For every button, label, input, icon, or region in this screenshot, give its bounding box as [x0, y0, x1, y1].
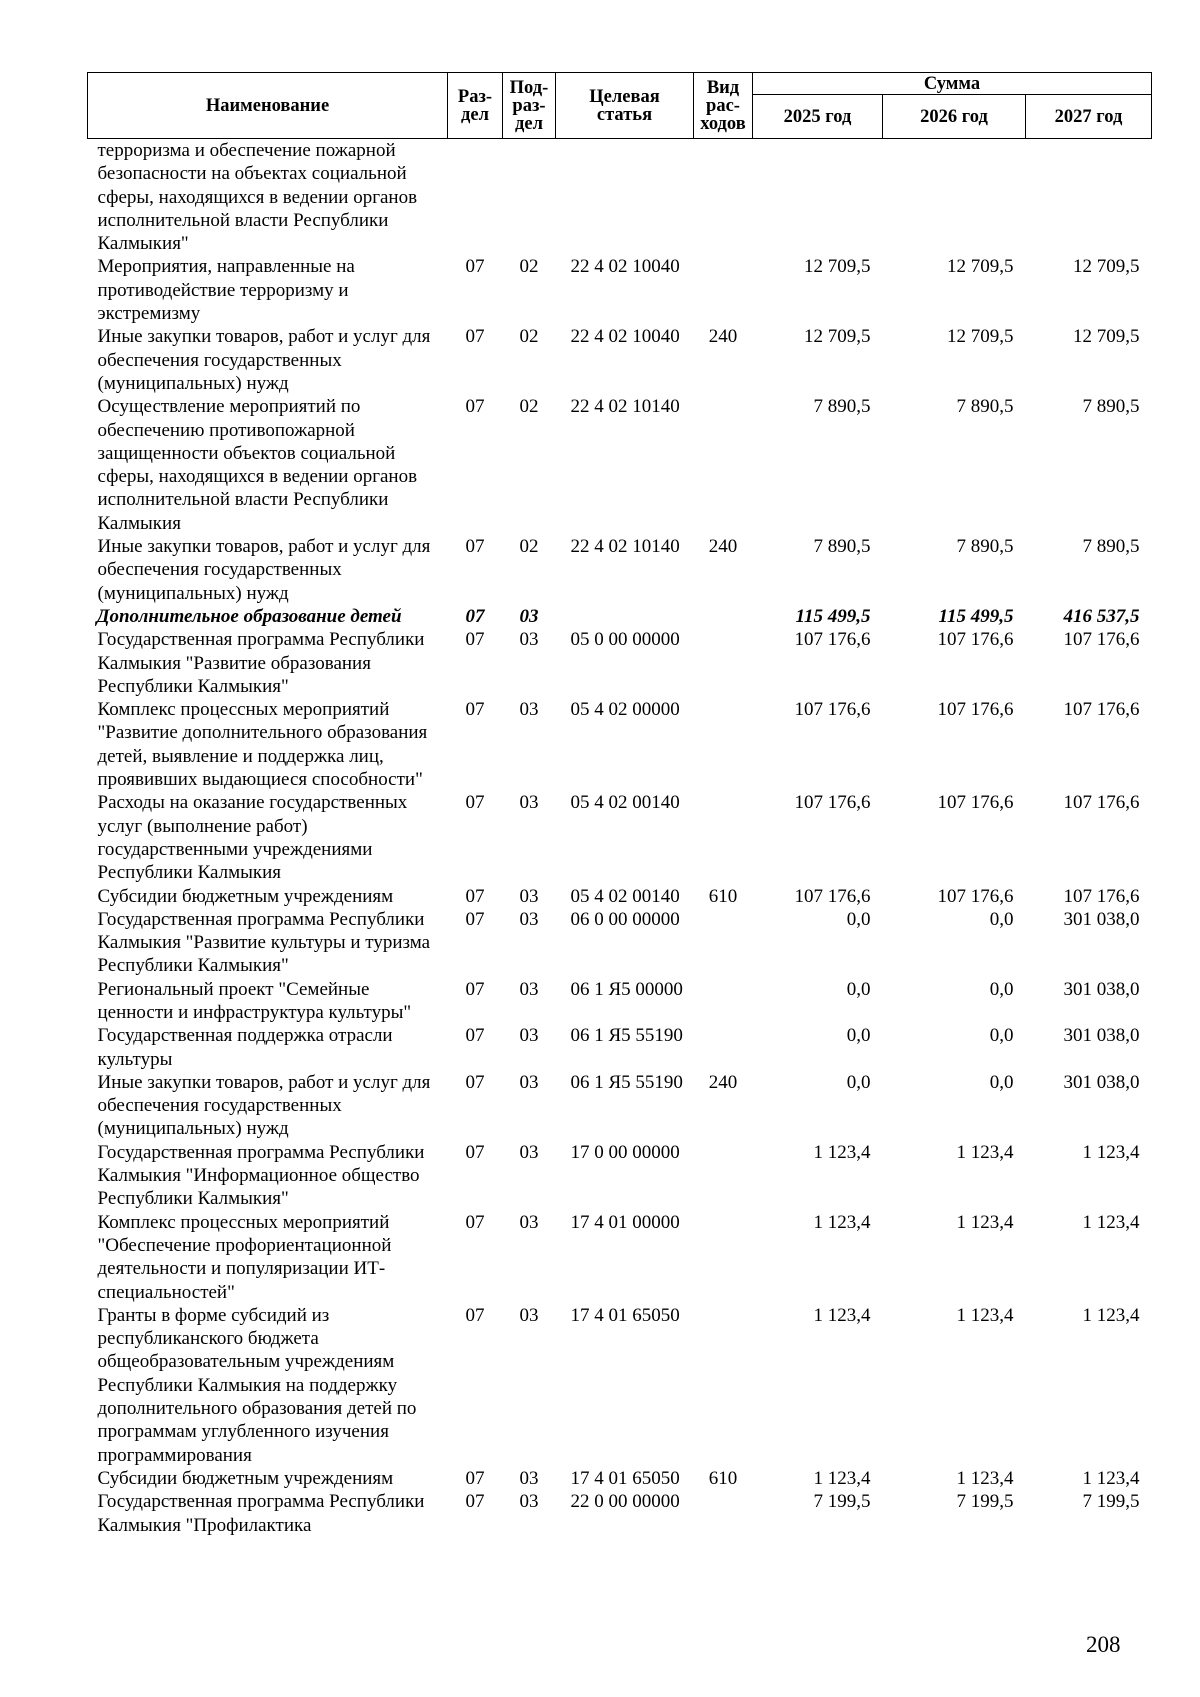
row-razdel: 07 — [465, 908, 485, 930]
row-sum-2026 — [883, 139, 1026, 256]
table-row — [88, 605, 1152, 628]
row-razdel: 07 — [465, 1467, 485, 1489]
row-vid-rashodov — [694, 1024, 753, 1071]
row-celevaya-statya: 17 4 01 65050 — [570, 1467, 680, 1489]
row-sum-2025: 0,0 — [846, 908, 871, 930]
row-sum-2025: 107 176,6 — [794, 792, 871, 814]
row-razdel — [448, 139, 503, 256]
row-celevaya-statya — [556, 139, 694, 256]
row-celevaya-statya: 06 1 Я5 00000 — [570, 978, 683, 1000]
row-name: терроризма и обеспечение пожарной безопасности на объектах социальной сферы, находящихся в ведении органов исполнительной власти Республики Калмыкия" — [97, 140, 418, 255]
row-sum-2027: 301 038,0 — [1063, 1071, 1140, 1093]
header-razdel: Раз- дел — [448, 73, 503, 139]
row-sum-2026: 107 176,6 — [937, 699, 1014, 721]
row-razdel: 07 — [465, 885, 485, 907]
table-row — [88, 1071, 1152, 1141]
row-razdel: 07 — [465, 1211, 485, 1233]
row-sum-2026: 12 709,5 — [947, 326, 1014, 348]
row-vid-rashodov — [694, 605, 753, 628]
row-celevaya-statya: 05 0 00 00000 — [570, 629, 680, 651]
row-razdel: 07 — [465, 629, 485, 651]
row-sum-2027: 12 709,5 — [1073, 326, 1140, 348]
row-vid-rashodov — [694, 1211, 753, 1304]
row-sum-2025: 0,0 — [846, 978, 871, 1000]
table-row — [88, 139, 1152, 256]
row-razdel: 07 — [465, 256, 485, 278]
row-vid-rashodov: 610 — [708, 885, 738, 907]
row-celevaya-statya: 17 4 01 00000 — [570, 1211, 680, 1233]
table-row — [88, 1467, 1152, 1490]
table-row — [88, 978, 1152, 1025]
row-sum-2026: 1 123,4 — [956, 1141, 1014, 1163]
row-name: Государственная программа Республики Калмыкия "Развитие культуры и туризма Республики Калмыкия" — [97, 908, 431, 977]
row-podrazdel: 03 — [519, 792, 539, 814]
row-sum-2026: 7 890,5 — [956, 396, 1014, 418]
row-name: Государственная программа Республики Калмыкия "Информационное общество Республики Калмыкия" — [97, 1141, 425, 1210]
row-celevaya-statya: 05 4 02 00140 — [570, 792, 680, 814]
row-podrazdel — [503, 139, 556, 256]
row-vid-rashodov — [694, 978, 753, 1025]
header-year-2025: 2025 год — [753, 95, 883, 139]
header-podrazdel: Под- раз- дел — [503, 73, 556, 139]
row-sum-2027: 107 176,6 — [1063, 699, 1140, 721]
row-podrazdel: 03 — [519, 1071, 539, 1093]
row-podrazdel: 03 — [519, 605, 539, 627]
row-vid-rashodov — [694, 791, 753, 884]
row-sum-2026: 12 709,5 — [947, 256, 1014, 278]
row-razdel: 07 — [465, 1141, 485, 1163]
row-razdel: 07 — [465, 792, 485, 814]
row-podrazdel: 02 — [519, 256, 539, 278]
row-vid-rashodov — [694, 395, 753, 535]
row-razdel: 07 — [465, 605, 485, 627]
row-name: Иные закупки товаров, работ и услуг для обеспечения государственных (муниципальных) нужд — [97, 1071, 431, 1140]
header-summa: Сумма — [753, 73, 1152, 95]
row-podrazdel: 03 — [519, 978, 539, 1000]
table-row — [88, 325, 1152, 395]
row-vid-rashodov: 240 — [708, 536, 738, 558]
row-podrazdel: 03 — [519, 1211, 539, 1233]
row-celevaya-statya: 17 0 00 00000 — [570, 1141, 680, 1163]
row-sum-2025: 12 709,5 — [804, 326, 871, 348]
row-podrazdel: 03 — [519, 1025, 539, 1047]
row-sum-2025: 1 123,4 — [813, 1467, 871, 1489]
header-celevaya-statya: Целевая статья — [556, 73, 694, 139]
header-vid-rashodov: Вид рас- ходов — [694, 73, 753, 139]
row-vid-rashodov — [694, 908, 753, 978]
row-podrazdel: 03 — [519, 908, 539, 930]
row-celevaya-statya: 22 4 02 10040 — [570, 256, 680, 278]
row-sum-2025: 1 123,4 — [813, 1211, 871, 1233]
row-celevaya-statya: 06 1 Я5 55190 — [570, 1025, 683, 1047]
row-sum-2026: 0,0 — [989, 1071, 1014, 1093]
table-row — [88, 1490, 1152, 1537]
row-sum-2025: 107 176,6 — [794, 885, 871, 907]
row-sum-2027: 7 199,5 — [1082, 1491, 1140, 1513]
row-sum-2025: 107 176,6 — [794, 629, 871, 651]
header-year-2027: 2027 год — [1026, 95, 1152, 139]
row-sum-2026: 1 123,4 — [956, 1211, 1014, 1233]
row-name: Субсидии бюджетным учреждениям — [97, 885, 394, 907]
row-sum-2027: 416 537,5 — [1063, 605, 1140, 627]
row-name: Гранты в форме субсидий из республиканского бюджета общеобразовательным учреждениям Республики Калмыкия на поддержку дополнительного образования детей по программам углубленного изучения программирования — [97, 1304, 417, 1466]
row-celevaya-statya: 22 4 02 10040 — [570, 326, 680, 348]
row-razdel: 07 — [465, 978, 485, 1000]
row-sum-2026: 107 176,6 — [937, 792, 1014, 814]
row-sum-2025: 7 199,5 — [813, 1491, 871, 1513]
page-number: 208 — [1086, 1632, 1121, 1657]
row-podrazdel: 03 — [519, 629, 539, 651]
row-celevaya-statya: 22 0 00 00000 — [570, 1491, 680, 1513]
row-sum-2025: 115 499,5 — [795, 605, 871, 627]
table-row — [88, 255, 1152, 325]
table-row — [88, 535, 1152, 605]
row-sum-2026: 115 499,5 — [938, 605, 1014, 627]
table-row — [88, 1024, 1152, 1071]
row-sum-2025 — [753, 139, 883, 256]
row-podrazdel: 02 — [519, 396, 539, 418]
row-razdel: 07 — [465, 326, 485, 348]
row-sum-2026: 7 199,5 — [956, 1491, 1014, 1513]
row-razdel: 07 — [465, 699, 485, 721]
row-vid-rashodov — [694, 1490, 753, 1537]
row-sum-2026: 0,0 — [989, 1025, 1014, 1047]
row-name: Комплекс процессных мероприятий "Развитие дополнительного образования детей, выявление и поддержка лиц, проявивших выдающиеся способности" — [97, 699, 428, 791]
row-sum-2027: 1 123,4 — [1082, 1141, 1140, 1163]
row-name: Региональный проект "Семейные ценности и инфраструктура культуры" — [97, 978, 412, 1023]
row-sum-2027 — [1026, 139, 1152, 256]
row-sum-2026: 1 123,4 — [956, 1467, 1014, 1489]
row-name: Комплекс процессных мероприятий "Обеспечение профориентационной деятельности и популяризации ИТ-специальностей" — [97, 1211, 392, 1303]
budget-table — [87, 72, 1152, 1537]
row-sum-2025: 0,0 — [846, 1025, 871, 1047]
table-row — [88, 395, 1152, 535]
row-vid-rashodov — [694, 1304, 753, 1467]
row-vid-rashodov — [694, 698, 753, 791]
row-celevaya-statya: 06 0 00 00000 — [570, 908, 680, 930]
row-name: Государственная программа Республики Калмыкия "Развитие образования Республики Калмыкия" — [97, 629, 425, 697]
row-razdel: 07 — [465, 396, 485, 418]
table-row — [88, 628, 1152, 698]
row-sum-2026: 7 890,5 — [956, 536, 1014, 558]
row-name: Расходы на оказание государственных услуг (выполнение работ) государственными учреждениями Республики Калмыкия — [97, 792, 408, 884]
row-sum-2027: 12 709,5 — [1073, 256, 1140, 278]
row-name: Иные закупки товаров, работ и услуг для обеспечения государственных (муниципальных) нужд — [97, 536, 431, 604]
row-sum-2027: 7 890,5 — [1082, 396, 1140, 418]
row-podrazdel: 03 — [519, 1491, 539, 1513]
table-body — [88, 139, 1152, 1537]
row-sum-2025: 107 176,6 — [794, 699, 871, 721]
row-name: Иные закупки товаров, работ и услуг для обеспечения государственных (муниципальных) нужд — [97, 326, 431, 394]
row-sum-2025: 7 890,5 — [813, 396, 871, 418]
row-razdel: 07 — [465, 1025, 485, 1047]
row-name: Дополнительное образование детей — [96, 605, 402, 627]
row-name: Государственная программа Республики Калмыкия "Профилактика — [97, 1491, 425, 1536]
row-sum-2027: 1 123,4 — [1082, 1211, 1140, 1233]
row-vid-rashodov — [694, 255, 753, 325]
row-name: Мероприятия, направленные на противодействие терроризму и экстремизму — [97, 256, 355, 325]
table-row — [88, 791, 1152, 884]
row-vid-rashodov — [694, 139, 753, 256]
row-celevaya-statya: 05 4 02 00000 — [570, 699, 680, 721]
row-sum-2027: 7 890,5 — [1082, 536, 1140, 558]
table-row — [88, 1304, 1152, 1467]
row-sum-2025: 7 890,5 — [813, 536, 871, 558]
row-name: Субсидии бюджетным учреждениям — [97, 1467, 394, 1489]
row-sum-2026: 0,0 — [989, 978, 1014, 1000]
row-sum-2027: 107 176,6 — [1063, 629, 1140, 651]
row-razdel: 07 — [465, 1491, 485, 1513]
row-razdel: 07 — [465, 536, 485, 558]
row-razdel: 07 — [465, 1304, 485, 1326]
row-podrazdel: 03 — [519, 1304, 539, 1326]
row-podrazdel: 03 — [519, 1141, 539, 1163]
row-celevaya-statya: 17 4 01 65050 — [570, 1304, 680, 1326]
header-name: Наименование — [88, 73, 448, 139]
row-razdel: 07 — [465, 1071, 485, 1093]
row-vid-rashodov — [694, 628, 753, 698]
row-sum-2025: 12 709,5 — [804, 256, 871, 278]
row-celevaya-statya: 05 4 02 00140 — [570, 885, 680, 907]
row-podrazdel: 03 — [519, 1467, 539, 1489]
row-sum-2027: 107 176,6 — [1063, 792, 1140, 814]
table-row — [88, 698, 1152, 791]
row-vid-rashodov: 240 — [708, 1071, 738, 1093]
row-vid-rashodov — [694, 1141, 753, 1211]
row-name: Осуществление мероприятий по обеспечению противопожарной защищенности объектов социальной сферы, находящихся в ведении органов исполнительной власти Республики Калмыкия — [97, 396, 418, 534]
row-vid-rashodov: 610 — [708, 1467, 738, 1489]
header-year-2026: 2026 год — [883, 95, 1026, 139]
row-sum-2027: 301 038,0 — [1063, 908, 1140, 930]
table-row — [88, 885, 1152, 908]
row-name: Государственная поддержка отрасли культуры — [97, 1025, 393, 1070]
row-vid-rashodov: 240 — [708, 326, 738, 348]
row-podrazdel: 03 — [519, 699, 539, 721]
row-sum-2027: 301 038,0 — [1063, 1025, 1140, 1047]
row-celevaya-statya: 22 4 02 10140 — [570, 536, 680, 558]
row-sum-2027: 301 038,0 — [1063, 978, 1140, 1000]
row-celevaya-statya: 06 1 Я5 55190 — [570, 1071, 683, 1093]
row-podrazdel: 02 — [519, 536, 539, 558]
row-sum-2026: 1 123,4 — [956, 1304, 1014, 1326]
table-row — [88, 1141, 1152, 1211]
row-sum-2025: 1 123,4 — [813, 1141, 871, 1163]
row-celevaya-statya — [556, 605, 694, 628]
row-sum-2027: 1 123,4 — [1082, 1467, 1140, 1489]
row-celevaya-statya: 22 4 02 10140 — [570, 396, 680, 418]
row-sum-2025: 1 123,4 — [813, 1304, 871, 1326]
table-row — [88, 908, 1152, 978]
row-sum-2026: 107 176,6 — [937, 885, 1014, 907]
row-sum-2027: 1 123,4 — [1082, 1304, 1140, 1326]
row-podrazdel: 03 — [519, 885, 539, 907]
row-sum-2027: 107 176,6 — [1063, 885, 1140, 907]
row-sum-2026: 107 176,6 — [937, 629, 1014, 651]
row-podrazdel: 02 — [519, 326, 539, 348]
table-row — [88, 1211, 1152, 1304]
row-sum-2025: 0,0 — [846, 1071, 871, 1093]
row-sum-2026: 0,0 — [989, 908, 1014, 930]
